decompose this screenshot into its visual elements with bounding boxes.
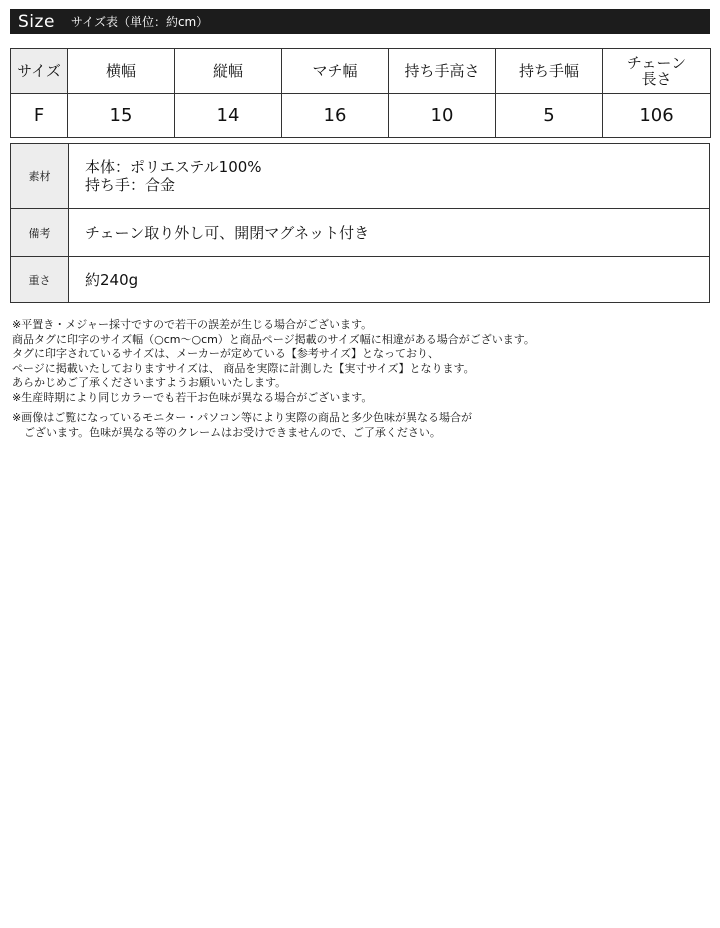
info-table — [10, 143, 710, 303]
value-handle-width: 5 — [496, 94, 603, 138]
col-header-width: 横幅 — [68, 49, 175, 94]
note-line-5: あらかじめご了承くださいますようお願いいたします。 — [12, 376, 287, 389]
material-line-1: 本体：ポリエステル100% — [85, 158, 262, 176]
note-line-4: ページに掲載いたしておりますサイズは、 商品を実際に計測した【実寸サイズ】となります。 — [12, 361, 475, 375]
col-header-height: 縦幅 — [175, 49, 282, 94]
note-line-7: ※画像はご覧になっているモニター・パソコン等により実際の商品と多少色味が異なる場合が — [12, 411, 472, 424]
weight-row — [11, 257, 710, 303]
col-header-chain-length — [603, 49, 711, 94]
header-subtitle: サイズ表（単位：約cm） — [70, 15, 209, 29]
size-header-bar — [10, 9, 710, 34]
weight-label: 重さ — [11, 257, 69, 303]
note-line-2: 商品タグに印字のサイズ幅（○cm〜○cm）と商品ページ掲載のサイズ幅に相違がある場合がございます。 — [12, 332, 535, 346]
value-chain-length: 106 — [603, 94, 711, 138]
material-line-2: 持ち手：合金 — [85, 176, 176, 194]
size-table — [10, 48, 711, 138]
remarks-row — [11, 209, 710, 257]
size-table-row-f — [11, 94, 711, 138]
note-line-3: タグに印字されているサイズは、メーカーが定めている【参考サイズ】となっており、 — [12, 347, 440, 360]
value-width: 15 — [68, 94, 175, 138]
size-row-label: F — [11, 94, 68, 138]
header-title: Size — [18, 11, 55, 32]
weight-value: 約240g — [69, 257, 710, 303]
note-line-6: ※生産時期により同じカラーでも若干お色味が異なる場合がございます。 — [12, 390, 373, 404]
note-line-8: ございます。色味が異なる等のクレームはお受けできませんので、ご了承ください。 — [24, 425, 441, 439]
value-handle-height: 10 — [389, 94, 496, 138]
note-line-1: ※平置き・メジャー採寸ですので若干の誤差が生じる場合がございます。 — [12, 318, 373, 331]
remarks-value: チェーン取り外し可、開閉マグネット付き — [69, 209, 710, 257]
chain-header-line-2: 長さ — [641, 70, 672, 88]
size-table-header-row — [11, 49, 711, 94]
value-height: 14 — [175, 94, 282, 138]
material-row — [11, 144, 710, 209]
size-corner-label: サイズ — [11, 49, 68, 94]
col-header-handle-width: 持ち手幅 — [496, 49, 603, 94]
value-gusset: 16 — [282, 94, 389, 138]
notes-section — [12, 318, 535, 440]
col-header-gusset: マチ幅 — [282, 49, 389, 94]
chain-header-line-1: チェーン — [626, 54, 687, 72]
col-header-handle-height: 持ち手高さ — [389, 49, 496, 94]
remarks-label: 備考 — [11, 209, 69, 257]
material-label: 素材 — [11, 144, 69, 209]
material-value — [69, 144, 710, 209]
